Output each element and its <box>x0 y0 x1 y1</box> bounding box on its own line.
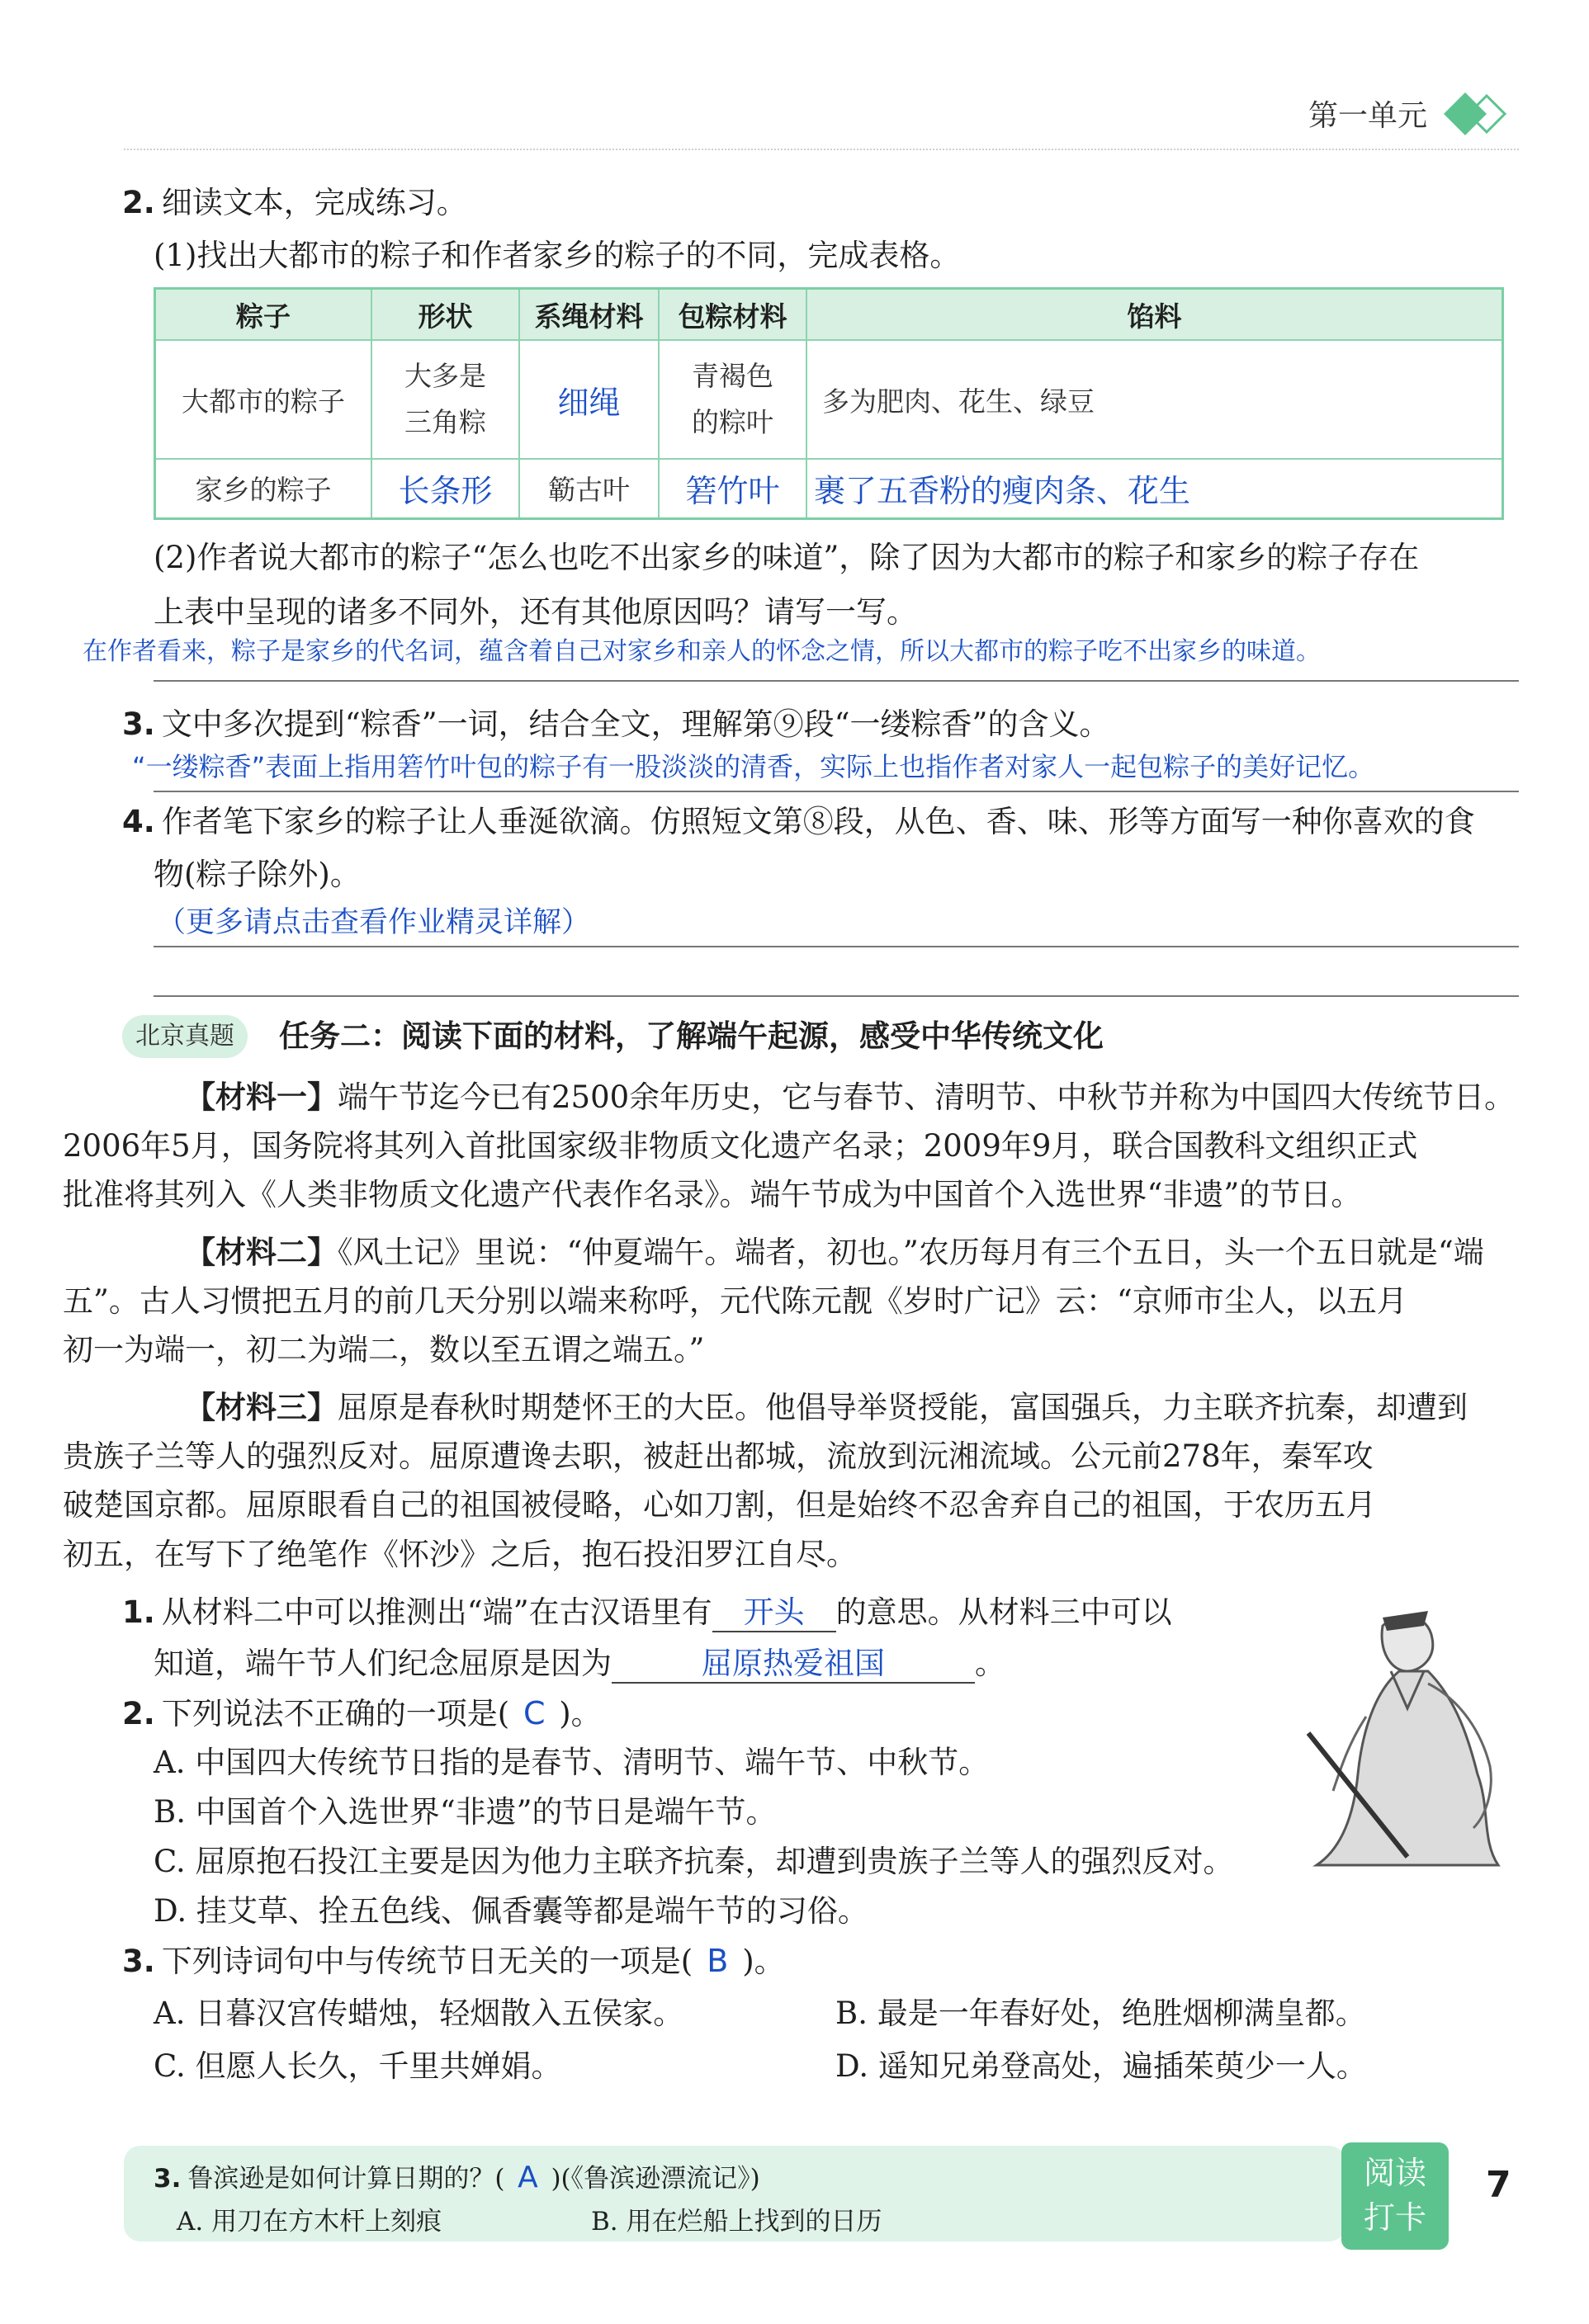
badge-line-1: 阅读 <box>1363 2155 1426 2191</box>
t3-option-b: B. 最是一年春好处，绝胜烟柳满皇都。 <box>835 1996 1366 2031</box>
table-cell: 箬竹叶 <box>659 459 806 518</box>
table-row <box>155 459 1503 518</box>
t2-option-b: B. 中国首个入选世界“非遗”的节日是端午节。 <box>154 1794 777 1830</box>
q3-answer: “一缕粽香”表面上指用箬竹叶包的粽子有一股淡淡的清香，实际上也指作者对家人一起包粽子的美好记忆。 <box>132 751 1375 782</box>
table-header: 馅料 <box>806 289 1503 341</box>
t2-option-d: D. 挂艾草、拴五色线、佩香囊等都是端午节的习俗。 <box>154 1893 868 1929</box>
material-two: 【材料二】《风土记》里说：“仲夏端午。端者，初也。”农历每月有三个五日，头一个五日就是“端 五”。古人习惯把五月的前几天分别以端来称呼，元代陈元靓《岁时广记》云：“京师市尘人，以五月 初一为端一，初二为端二，数以至五谓之端五。” <box>63 1235 1484 1368</box>
footer-answer: A <box>518 2161 538 2194</box>
footer-question: 3. 鲁滨逊是如何计算日期的？( A )(《鲁滨逊漂流记》) <box>154 2161 760 2194</box>
t3-option-a: A. 日暮汉宫传蜡烛，轻烟散入五侯家。 <box>154 1996 684 2031</box>
q2-sub2-answer: 在作者看来，粽子是家乡的代名词，蕴含着自己对家乡和亲人的怀念之情，所以大都市的粽子吃不出家乡的味道。 <box>83 637 1321 666</box>
table-cell: 簕古叶 <box>519 459 659 518</box>
header-divider <box>124 149 1519 150</box>
unit-label: 第一单元 <box>1308 99 1428 133</box>
diamond-icon <box>1440 89 1515 139</box>
badge-line-2: 打卡 <box>1363 2199 1426 2236</box>
table-header: 系绳材料 <box>519 289 659 341</box>
q2-sub2-line2: 上表中呈现的诸多不同外，还有其他原因吗？请写一写。 <box>154 594 917 630</box>
table-row <box>155 340 1503 459</box>
table-cell: 长条形 <box>371 459 519 518</box>
footer-option-a: A. 用刀在方木杆上刻痕 <box>177 2207 442 2237</box>
task-badge: 北京真题 <box>122 1015 248 1058</box>
task-title: 任务二：阅读下面的材料，了解端午起源，感受中华传统文化 <box>279 1018 1104 1054</box>
t1-line2: 知道，端午节人们纪念屈原是因为 屈原热爱祖国 。 <box>154 1639 1005 1688</box>
material-one: 【材料一】端午节迄今已有2500余年历史，它与春节、清明节、中秋节并称为中国四大传统节日。 2006年5月，国务院将其列入首批国家级非物质文化遗产名录；2009年9月，联合国教科文组织正式 批准将其列入《人类非物质文化遗产代表作名录》。端午节成为中国首个入选世界“非遗”的节日。 <box>63 1079 1516 1213</box>
q4-line1: 4. 作者笔下家乡的粽子让人垂涎欲滴。仿照短文第⑧段，从色、香、味、形等方面写一种你喜欢的食 <box>122 804 1475 839</box>
t2-answer: C <box>523 1695 546 1731</box>
reading-check-badge[interactable] <box>1341 2142 1449 2250</box>
qu-yuan-illustration <box>1284 1593 1531 1873</box>
table-header: 粽子 <box>155 289 372 341</box>
table-cell: 多为肥肉、花生、绿豆 <box>806 340 1503 459</box>
t1-blank-2: 屈原热爱祖国 <box>612 1646 975 1684</box>
q2-sub1: (1)找出大都市的粽子和作者家乡的粽子的不同，完成表格。 <box>154 238 961 273</box>
t3-option-d: D. 遥知兄弟登高处，遍插茱萸少一人。 <box>835 2048 1367 2084</box>
table-header: 形状 <box>371 289 519 341</box>
table-cell: 青褐色的粽叶 <box>659 340 806 459</box>
table-cell: 大多是三角粽 <box>371 340 519 459</box>
t1-line1: 1. 从材料二中可以推测出“端”在古汉语里有 开头 的意思。从材料三中可以 <box>122 1588 1172 1637</box>
q4-line2: 物(粽子除外)。 <box>154 857 361 892</box>
q3-title: 3. 文中多次提到“粽香”一词，结合全文，理解第⑨段“一缕粽香”的含义。 <box>122 706 1110 742</box>
t3-option-c: C. 但愿人长久，千里共婵娟。 <box>154 2048 562 2084</box>
footer-option-b: B. 用在烂船上找到的日历 <box>591 2207 882 2237</box>
answer-line <box>154 995 1519 997</box>
table-cell: 细绳 <box>519 340 659 459</box>
material-three: 【材料三】屈原是春秋时期楚怀王的大臣。他倡导举贤授能，富国强兵，力主联齐抗秦，却遭到 贵族子兰等人的强烈反对。屈原遭谗去职，被赶出都城，流放到沅湘流域。公元前278年，秦军攻 破楚国京都。屈原眼看自己的祖国被侵略，心如刀割，但是始终不忍舍弃自己的祖国，于农历五月 初五，在写下了绝笔作《怀沙》之后，抱石投汨罗江自尽。 <box>63 1390 1468 1572</box>
answer-line <box>154 946 1519 947</box>
answer-line <box>154 680 1519 682</box>
table-cell: 裹了五香粉的瘦肉条、花生 <box>806 459 1503 518</box>
t2-option-a: A. 中国四大传统节日指的是春节、清明节、端午节、中秋节。 <box>154 1745 990 1780</box>
answer-line <box>154 791 1519 792</box>
table-header: 包粽材料 <box>659 289 806 341</box>
t3-answer: B <box>707 1943 729 1979</box>
t3-stem: 3. 下列诗词句中与传统节日无关的一项是( B )。 <box>122 1936 785 1986</box>
t1-blank-1: 开头 <box>712 1594 836 1632</box>
t2-stem: 2. 下列说法不正确的一项是( C )。 <box>122 1689 602 1739</box>
table-header-row <box>155 289 1503 341</box>
comparison-table <box>154 287 1504 520</box>
q2-title: 2. 细读文本，完成练习。 <box>122 185 467 220</box>
table-cell: 大都市的粽子 <box>155 340 372 459</box>
q2-sub2-line1: (2)作者说大都市的粽子“怎么也吃不出家乡的味道”，除了因为大都市的粽子和家乡的粽子存在 <box>154 540 1420 575</box>
q4-answer-link[interactable]: （更多请点击查看作业精灵详解） <box>157 906 591 939</box>
table-cell: 家乡的粽子 <box>155 459 372 518</box>
page-number: 7 <box>1486 2164 1511 2206</box>
t2-option-c: C. 屈原抱石投江主要是因为他力主联齐抗秦，却遭到贵族子兰等人的强烈反对。 <box>154 1844 1234 1879</box>
